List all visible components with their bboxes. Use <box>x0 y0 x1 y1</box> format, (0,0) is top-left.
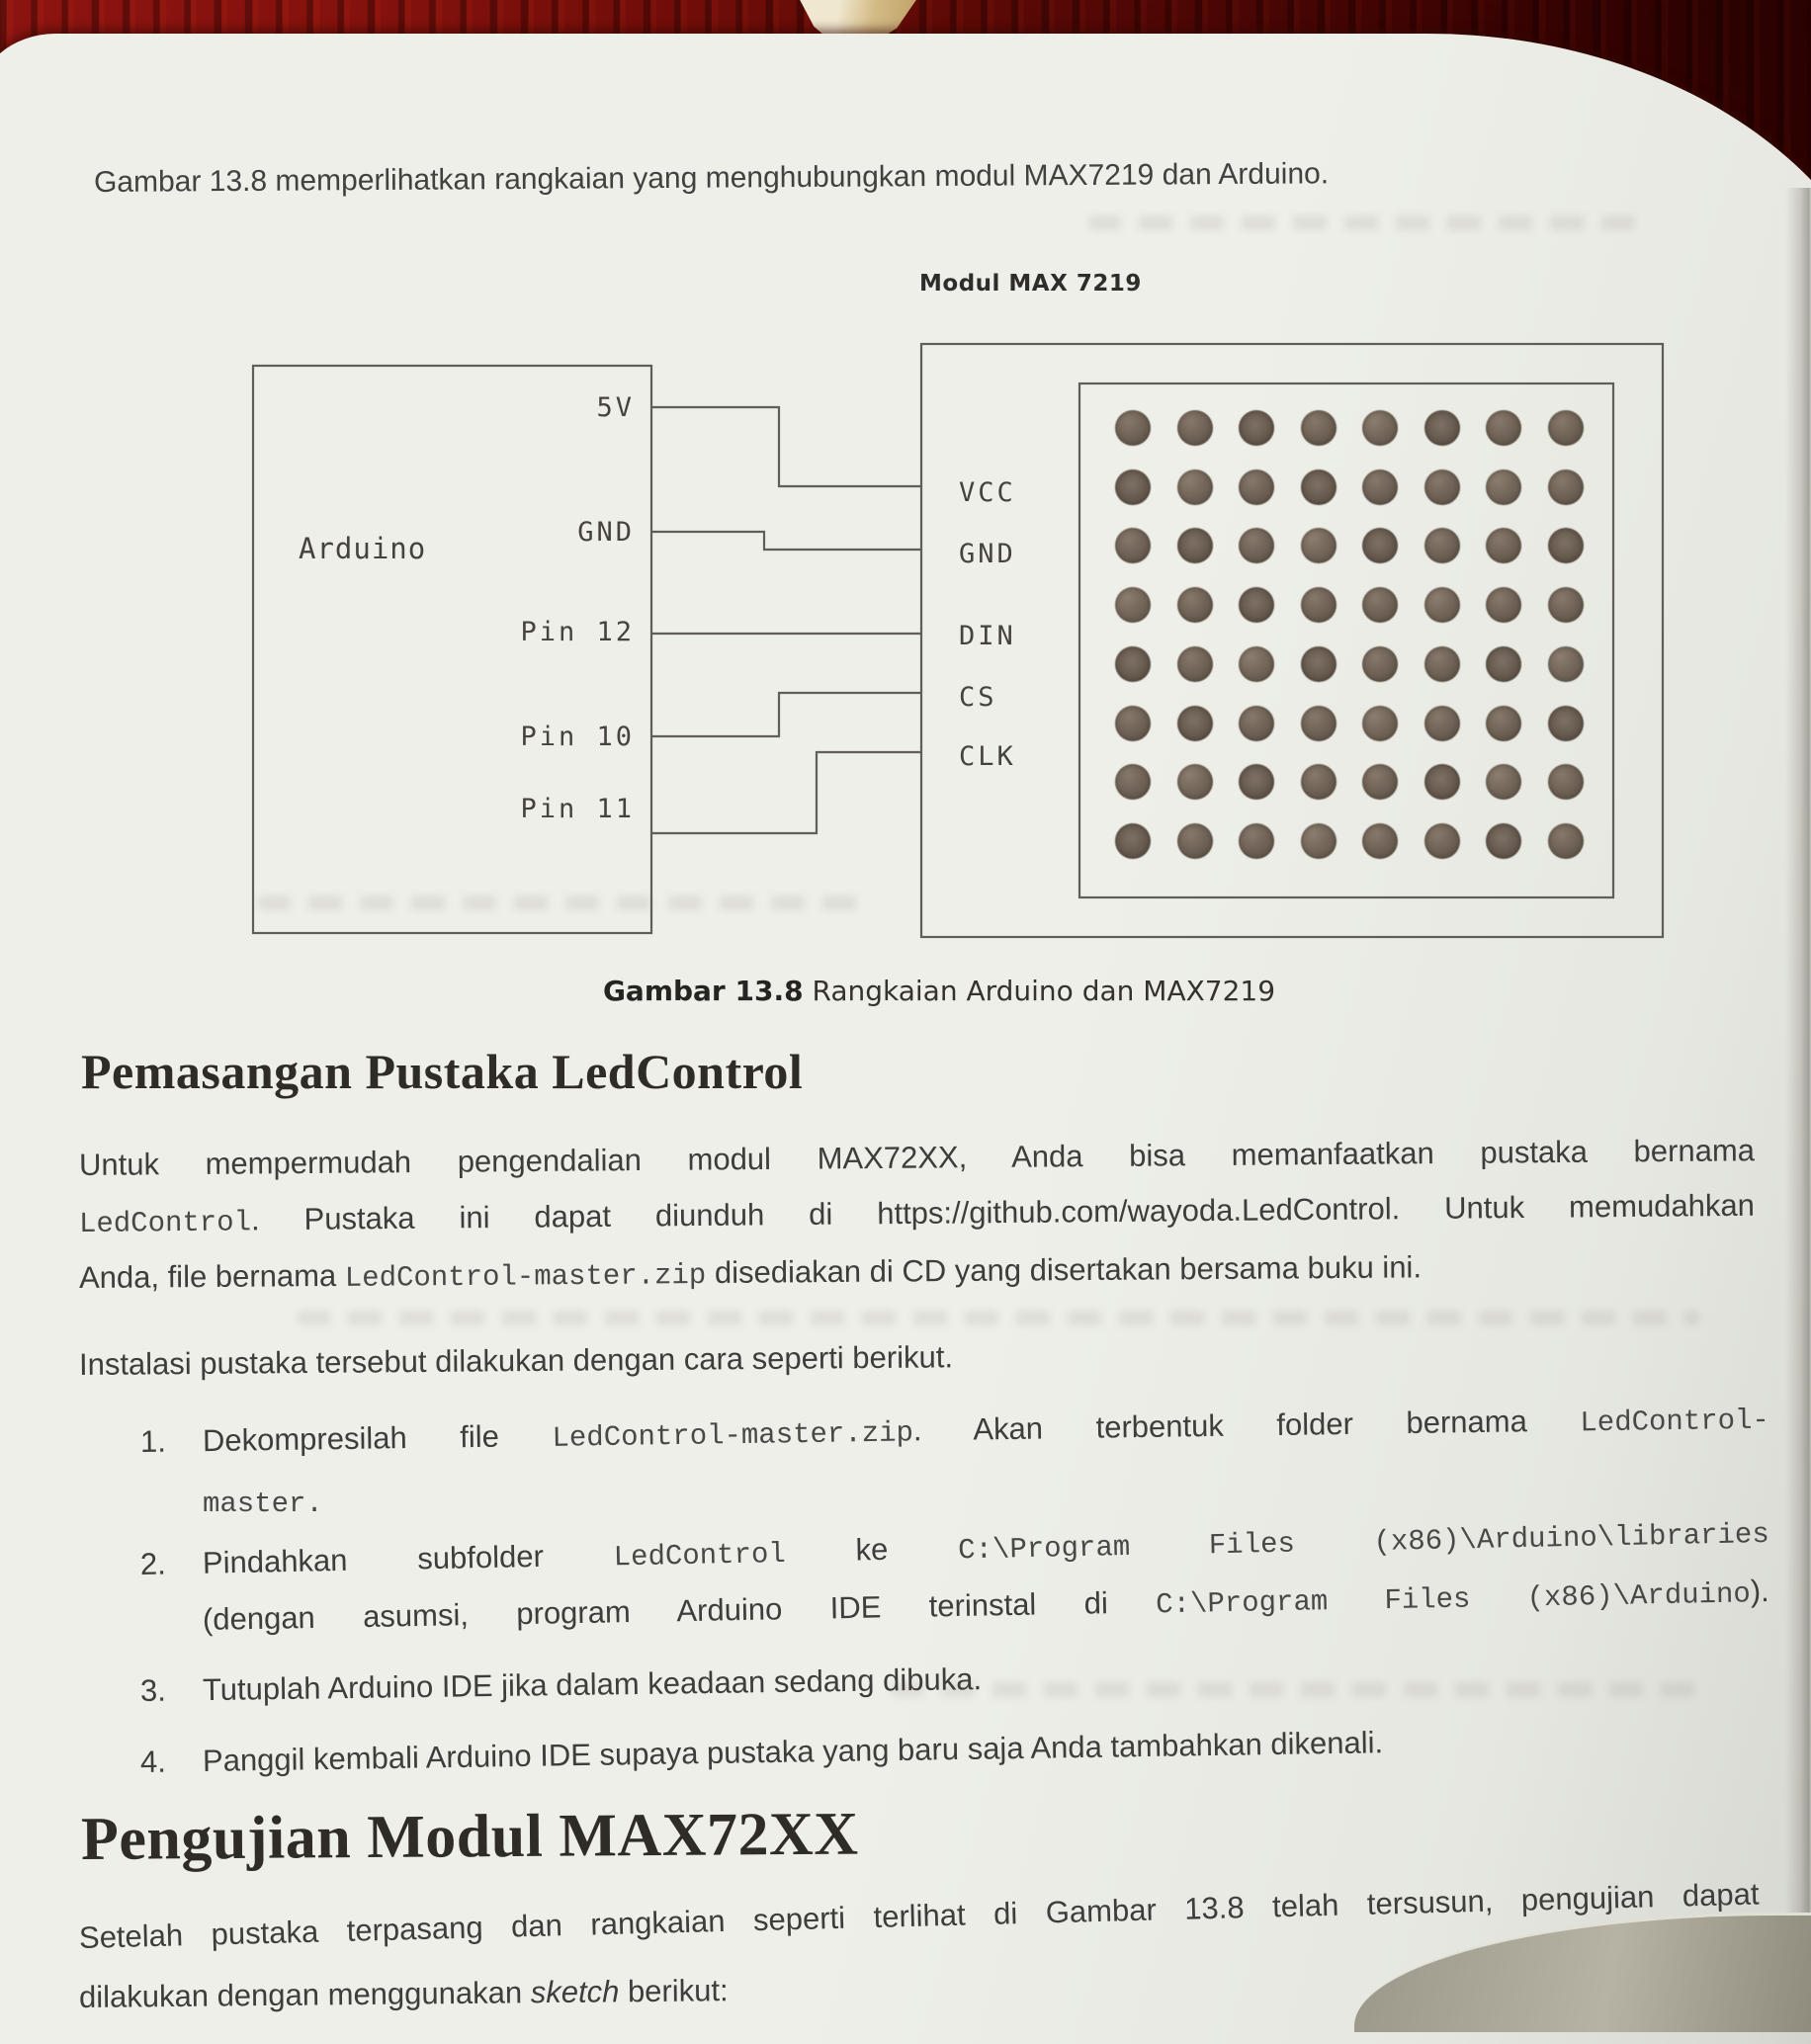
led-dot <box>1301 646 1337 682</box>
step-text: Pindahkan subfolder <box>202 1537 615 1580</box>
max-pin-cs: CS <box>959 682 997 713</box>
led-dot <box>1115 587 1151 623</box>
paragraph-line: Setelah pustaka terpasang dan rangkaian seperti terlihat di Gambar 13.8 telah tersusun, pengujian dapat <box>78 1876 1760 1955</box>
led-dot <box>1486 646 1521 682</box>
wire-pin11-clk <box>651 752 921 833</box>
led-dot <box>1486 706 1521 741</box>
led-dot <box>1486 587 1521 623</box>
led-dot <box>1548 646 1584 682</box>
code-inline: LedControl- <box>1580 1404 1770 1440</box>
led-dot <box>1548 587 1584 623</box>
led-dot <box>1424 587 1460 623</box>
led-dot <box>1362 764 1398 800</box>
led-dot <box>1362 706 1398 741</box>
step-text: Dekompresilah file <box>202 1417 553 1459</box>
led-dot <box>1239 587 1274 623</box>
led-dot <box>1115 646 1151 682</box>
code-inline: C:\Program Files (x86)\Arduino\libraries <box>957 1517 1770 1568</box>
ghost-text <box>1087 215 1641 230</box>
led-dot <box>1239 410 1274 446</box>
intro-paragraph: Gambar 13.8 memperlihatkan rangkaian yang menghubungkan modul MAX7219 dan Arduino. <box>93 157 1330 199</box>
led-dot <box>1301 764 1337 800</box>
list-item-text: Tutuplah Arduino IDE jika dalam keadaan sedang dibuka. <box>202 1661 983 1708</box>
led-dot <box>1177 469 1213 505</box>
led-dot <box>1301 528 1337 563</box>
led-dot <box>1362 823 1398 859</box>
led-dot <box>1548 706 1584 741</box>
step-text: (dengan asumsi, program Arduino IDE terinstal di <box>202 1584 1157 1637</box>
led-dot <box>1548 469 1584 505</box>
arduino-pin-11: Pin 11 <box>520 794 635 824</box>
paragraph-line: Instalasi pustaka tersebut dilakukan dengan cara seperti berikut. <box>78 1339 954 1382</box>
max-pin-vcc: VCC <box>959 477 1016 508</box>
led-dot <box>1548 764 1584 800</box>
paragraph-text: Anda, file bernama <box>78 1257 345 1295</box>
paragraph-line <box>79 1238 1422 1309</box>
figure-caption-number: Gambar 13.8 <box>602 975 804 1007</box>
paragraph-text: berikut: <box>619 1973 729 2009</box>
list-item <box>140 1640 1770 1719</box>
led-dot <box>1177 706 1213 741</box>
led-dot <box>1239 528 1274 563</box>
led-dot <box>1301 469 1337 505</box>
code-inline: master. <box>203 1488 323 1520</box>
arduino-pin-10: Pin 10 <box>520 722 635 752</box>
led-dot <box>1424 646 1460 682</box>
ghost-text <box>297 1311 1700 1325</box>
led-dot <box>1177 528 1213 563</box>
figure-caption-text: Rangkaian Arduino dan MAX7219 <box>803 975 1276 1007</box>
list-number: 1. <box>139 1423 167 1459</box>
led-dot <box>1424 764 1460 800</box>
code-inline: LedControl <box>78 1206 252 1240</box>
led-dot <box>1301 706 1337 741</box>
led-dot <box>1486 764 1521 800</box>
code-inline: C:\Program Files (x86)\Arduino <box>1155 1577 1752 1622</box>
paragraph-text: . Pustaka ini dapat diunduh di https://github.com/wayoda.LedControl. Untuk memudahkan <box>250 1187 1756 1237</box>
led-dot <box>1115 706 1151 741</box>
code-inline: LedControl-master.zip <box>552 1416 914 1455</box>
code-inline: LedControl <box>613 1537 787 1575</box>
step-text: ). <box>1750 1573 1770 1609</box>
led-dot <box>1486 410 1521 446</box>
led-dot <box>1115 469 1151 505</box>
section-heading-test: Pengujian Modul MAX72XX <box>80 1800 859 1873</box>
list-item-text <box>203 1390 1770 1473</box>
led-dot <box>1239 469 1274 505</box>
list-number: 3. <box>139 1672 167 1708</box>
led-dot <box>1115 823 1151 859</box>
figure-caption <box>474 975 1404 1007</box>
arduino-pin-12: Pin 12 <box>520 617 635 647</box>
max-pin-din: DIN <box>959 621 1016 651</box>
led-dot <box>1548 410 1584 446</box>
led-dot <box>1177 587 1213 623</box>
led-dot <box>1301 587 1337 623</box>
led-dot <box>1548 528 1584 563</box>
led-dot <box>1486 469 1521 505</box>
led-dot <box>1424 706 1460 741</box>
arduino-label: Arduino <box>299 532 427 565</box>
led-dot <box>1115 410 1151 446</box>
led-dot <box>1177 764 1213 800</box>
list-number: 2. <box>139 1546 167 1581</box>
paragraph-text: dilakukan dengan menggunakan <box>78 1975 531 2014</box>
wire-gnd-gnd <box>651 532 921 550</box>
list-item-text: Panggil kembali Arduino IDE supaya pustaka yang baru saja Anda tambahkan dikenali. <box>202 1725 1384 1779</box>
led-dot <box>1301 823 1337 859</box>
arduino-pin-5v: 5V <box>596 392 635 423</box>
list-item-continuation <box>203 1473 323 1532</box>
led-dot <box>1486 528 1521 563</box>
max-pin-clk: CLK <box>959 741 1016 772</box>
led-dot <box>1362 646 1398 682</box>
led-dot <box>1177 823 1213 859</box>
arduino-pin-gnd: GND <box>577 517 635 548</box>
led-dot <box>1239 823 1274 859</box>
led-dot <box>1486 823 1521 859</box>
paragraph-line: Untuk mempermudah pengendalian modul MAX72XX, Anda bisa memanfaatkan pustaka bernama <box>78 1133 1756 1182</box>
led-dot <box>1424 528 1460 563</box>
step-text: ke <box>785 1530 959 1569</box>
code-inline: LedControl-master.zip <box>344 1259 707 1295</box>
wire-5v-vcc <box>651 407 921 486</box>
led-dot <box>1115 764 1151 800</box>
led-dot <box>1424 410 1460 446</box>
led-dot <box>1177 410 1213 446</box>
list-item <box>140 1708 1770 1790</box>
section-heading-install: Pemasangan Pustaka LedControl <box>81 1044 804 1099</box>
led-dot <box>1424 469 1460 505</box>
wire-pin10-cs <box>651 693 921 736</box>
led-dot <box>1362 410 1398 446</box>
paragraph-text: disediakan di CD yang disertakan bersama buku ini. <box>706 1249 1423 1291</box>
italic-term: sketch <box>530 1974 620 2010</box>
led-dot <box>1301 410 1337 446</box>
list-number: 4. <box>139 1744 167 1779</box>
step-text: . Akan terbentuk folder bernama <box>912 1403 1581 1448</box>
led-dot <box>1239 764 1274 800</box>
list-item <box>140 1390 1770 1473</box>
led-matrix <box>1102 398 1596 871</box>
led-dot <box>1362 528 1398 563</box>
led-dot <box>1362 587 1398 623</box>
led-dot <box>1239 706 1274 741</box>
led-dot <box>1424 823 1460 859</box>
led-dot <box>1115 528 1151 563</box>
led-dot <box>1362 469 1398 505</box>
arduino-box <box>253 366 651 933</box>
led-dot <box>1177 646 1213 682</box>
led-dot <box>1239 646 1274 682</box>
figure-title: Modul MAX 7219 <box>919 271 1142 297</box>
led-dot <box>1548 823 1584 859</box>
max-pin-gnd: GND <box>959 539 1016 569</box>
paragraph-line <box>79 1962 729 2025</box>
